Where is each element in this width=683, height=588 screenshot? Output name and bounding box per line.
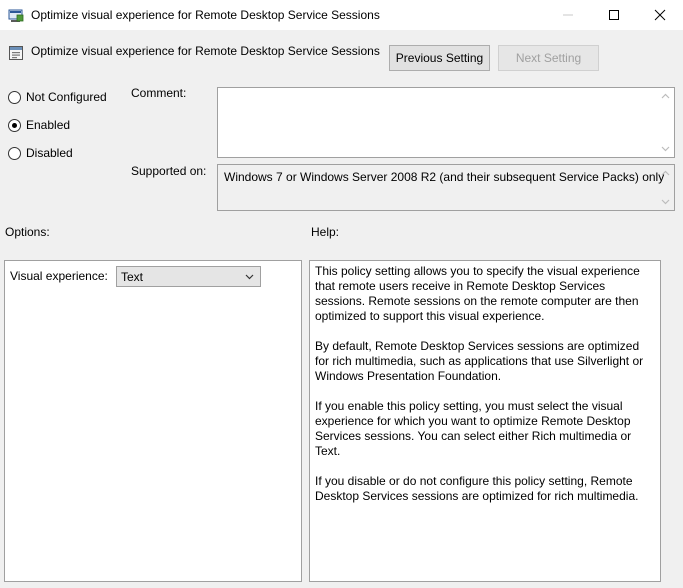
previous-setting-button[interactable]: Previous Setting (389, 45, 490, 71)
supported-on-label: Supported on: (131, 164, 207, 178)
options-header: Options: (5, 225, 50, 239)
maximize-button[interactable] (591, 0, 637, 30)
comment-textarea[interactable] (217, 87, 675, 158)
title-bar (0, 0, 683, 30)
radio-circle[interactable] (8, 147, 21, 160)
close-button[interactable] (637, 0, 683, 30)
scroll-up-icon[interactable] (661, 170, 670, 176)
minimize-button[interactable] (545, 0, 591, 30)
policy-name: Optimize visual experience for Remote Desktop Service Sessions (31, 44, 380, 58)
help-header: Help: (311, 225, 340, 239)
comment-label: Comment: (131, 86, 187, 100)
radio-label: Disabled (26, 146, 73, 160)
options-pane (4, 260, 302, 582)
help-pane (309, 260, 661, 582)
scroll-down-icon[interactable] (661, 199, 670, 205)
radio-circle[interactable] (8, 91, 21, 104)
visual-experience-value: Text (121, 270, 144, 284)
radio-label: Enabled (26, 118, 71, 132)
window-title: Optimize visual experience for Remote Desktop Service Sessions (31, 8, 380, 22)
maximize-icon (608, 9, 620, 21)
help-paragraph: This policy setting allows you to specify the visual experience that remote users receive in Remote Desktop Services sessions. Remote sessions on the remote computer are then optimized to support this visual experience. (315, 264, 640, 323)
comment-scrollbar[interactable] (657, 88, 674, 157)
minimize-icon (562, 9, 574, 21)
visual-experience-label: Visual experience: (10, 269, 108, 283)
close-icon (654, 9, 666, 21)
supported-on-value: Windows 7 or Windows Server 2008 R2 (and their subsequent Service Packs) only (224, 170, 665, 184)
policy-window-icon (8, 7, 24, 23)
scroll-up-icon[interactable] (661, 93, 670, 99)
help-paragraph: If you disable or do not configure this policy setting, Remote Desktop Services sessions are optimized for rich multimedia. (315, 474, 639, 503)
chevron-down-icon (245, 274, 254, 280)
visual-experience-select[interactable] (116, 266, 261, 287)
help-paragraph: By default, Remote Desktop Services sessions are optimized for rich multimedia, such as applications that use Silverlight or Windows Presentation Foundation. (315, 339, 644, 383)
radio-selected-dot (12, 123, 17, 128)
supported-on-box (217, 164, 675, 211)
radio-label: Not Configured (26, 90, 107, 104)
radio-circle[interactable] (8, 119, 21, 132)
next-setting-button[interactable]: Next Setting (498, 45, 599, 71)
scroll-down-icon[interactable] (661, 146, 670, 152)
help-paragraph: If you enable this policy setting, you must select the visual experience for which you want to optimize Remote Desktop Services sessions. You can select either Rich multimedia or Text. (315, 399, 632, 458)
help-text (315, 264, 655, 519)
policy-setting-icon (8, 45, 24, 61)
supported-scrollbar[interactable] (657, 165, 674, 210)
